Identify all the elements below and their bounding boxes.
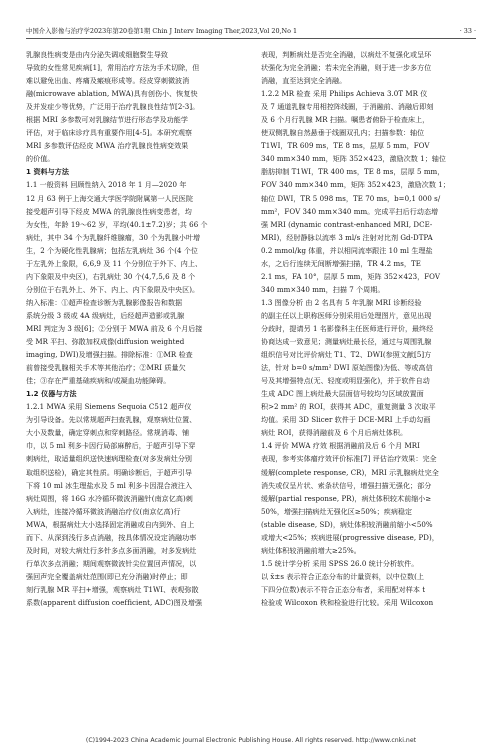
text-line: 生，2 个为硬化性乳腺病；包括左乳病灶 36 个(4 个位 [26, 245, 199, 255]
text-line: 340 mm×340 mm，矩阵 352×423，激励次数 1；轴位 [261, 154, 446, 164]
text-line: MRI 多参数评估经皮 MWA 治疗乳腺良性病变效果 [26, 141, 189, 151]
text-line: 的价值。 [26, 154, 55, 164]
text-line: 为引导设备。先以常规超声扫查乳腺，观察病灶位置、 [26, 415, 197, 425]
text-line: 强 MRI (dynamic contrast-enhanced MRI, DCE- [261, 219, 433, 229]
left-column [26, 48, 242, 609]
text-line: 及 6 个月行乳腺 MR 扫描。嘱患者俯卧于检查床上， [261, 115, 430, 125]
text-line: 强回声完全覆盖病灶范围(即已充分消融)时停止；即 [26, 571, 188, 581]
copyright-footer: (C)1994-2023 China Academic Journal Electronic Publishing House. All rights reserved. http://www.cnki.net [85, 737, 417, 744]
text-line: 入病灶，连接冷循环微波消融治疗仪(南京亿高)行 [26, 506, 181, 516]
text-line: 系统分级 3 级或 4A 级病灶，后经超声造影或乳腺 [26, 310, 185, 320]
text-line: 协商达成一致意见；测量病灶最长径，通过与周围乳腺 [261, 337, 432, 347]
text-line: 2.1 ms，FA 10°，层厚 5 mm，矩阵 352×423，FOV [261, 271, 441, 281]
text-line: 0.2 mmol/kg 体重，并以相同流率跟注 10 ml 生理盐 [261, 245, 433, 255]
text-line: 积>2 mm² 的 ROI，获得其 ADC，重复测量 3 次取平 [261, 402, 436, 412]
text-line: 检验或 Wilcoxon 秩和检验进行比较。采用 Wilcoxon [261, 597, 434, 607]
text-line: 而下、从深到浅行多点消融，按具体情况设定消融功率 [26, 532, 197, 542]
text-line: 1.2.2 MR 检查 采用 Philips Achieva 3.0T MR 仪 [261, 89, 428, 99]
text-line: 以 x̄±s 表示符合正态分布的计量资料，以中位数(上 [261, 571, 424, 581]
text-line: 大小及数量，确定穿刺点和穿刺路径。常规消毒、铺 [26, 428, 190, 438]
text-line: 缓解(complete response, CR)，MRI 示乳腺病灶完全 [261, 467, 439, 477]
page-number: · 33 · [459, 27, 476, 35]
text-line: 消失或仅呈片状、索条状信号，增强扫描无强化；部分 [261, 480, 432, 490]
text-line: 脂肪抑制 T1WI，TR 400 ms，TE 8 ms，层厚 5 mm， [261, 167, 445, 177]
text-line: 病灶，其中 34 个为乳腺纤维腺瘤，30 个为乳腺小叶增 [26, 232, 201, 242]
text-line: 融(microwave ablation, MWA)具有创伤小、恢复快 [26, 89, 198, 99]
text-line: 病灶周围，将 16G 水冷循环微波消融针(南京亿高)刺 [26, 493, 193, 503]
text-line: 接受超声引导下经皮 MWA 的乳腺良性病变患者，均 [26, 206, 192, 216]
text-line: mm²，FOV 340 mm×340 mm。完成平扫后行动态增 [261, 206, 439, 216]
text-line: 行单次多点消融；期间观察微波针尖位置回声情况，以 [26, 558, 197, 568]
text-line: 于左乳外上象限，6,6,9 及 11 个分别位于外下、内上、 [26, 258, 203, 268]
text-line: 法，针对 b=0 s/mm² DWI 原始图像)为低、等或高信 [261, 363, 433, 373]
text-line: 1.3 图像分析 由 2 名具有 5 年乳腺 MRI 诊断经验 [261, 297, 422, 307]
text-line: 缓解(partial response, PR)，病灶体积较术前缩小≥ [261, 493, 432, 503]
text-line: 生成 ADC 图上病灶最大层面信号较均匀区域放置面 [261, 389, 424, 399]
text-line: 使双侧乳腺自然悬垂于线圈双孔内；扫描参数：轴位 [261, 128, 425, 138]
text-line: 1 资料与方法 [26, 167, 69, 177]
text-line: 340 mm×340 mm，扫描 7 个周期。 [261, 284, 385, 294]
text-line: 表现，判断病灶是否完全消融，以病灶不复强化或呈环 [261, 50, 432, 59]
text-line: 消融，直至达到完全消融。 [261, 76, 347, 86]
right-column [261, 48, 477, 609]
text-line: 取组织送检)，确定其性质。明确诊断后，于超声引导 [26, 467, 193, 477]
text-line: 系数(apparent diffusion coefficient, ADC)图及增强 [26, 597, 203, 607]
text-line: 病灶体积较消融前增大≥25%。 [261, 545, 361, 555]
text-line: MRI 判定为 3 级[6]；②分别于 MWA 前及 6 个月后接 [26, 323, 203, 333]
text-line: 分别位于右乳外上、外下、内上、内下象限及中央区)。 [26, 284, 200, 294]
text-line: 病灶 ROI，获得消融前及 6 个月后病灶体积。 [261, 428, 408, 438]
text-line: 内下象限及中央区)，右乳病灶 30 个(4,7,5,6 及 8 个 [26, 271, 196, 281]
text-line: 12 月 63 例于上海交通大学医学院附属第一人民医院 [26, 193, 193, 203]
text-line: T1WI，TR 609 ms，TE 8 ms，层厚 5 mm，FOV [261, 141, 430, 151]
text-line: 难以避免出血、疼痛及瘢痕形成等。经皮穿刺微波消 [26, 76, 190, 86]
text-line: 50%，增强扫描病灶无强化区≥50%；疾病稳定 [261, 506, 413, 516]
text-line: 刻行乳腺 MR 平扫+增强，观察病灶 T1WI、表观弥散 [26, 584, 199, 594]
text-line: 组织信号对比评价病灶 T1、T2、DWI(参照文献[5]方 [261, 350, 432, 360]
text-line: 刺病灶，取适量组织送快速病理检查(对多发病灶分别 [26, 454, 193, 464]
text-line: 受 MR 平扫、弥散加权成像(diffusion weighted [26, 337, 185, 347]
text-line: 导致的女性常见疾病[1]，常用治疗方法为手术切除，但 [26, 63, 200, 73]
text-line: 1.1 一般资料 回顾性纳入 2018 年 1 月—2020 年 [26, 180, 187, 190]
text-line: 下将 10 ml 冰生理盐水及 5 ml 利多卡因混合液注入 [26, 480, 193, 490]
text-line: 根据 MRI 多参数可对乳腺结节进行形态学及功能学 [26, 115, 188, 125]
text-line: 前曾接受乳腺相关手术等其他治疗；②MRI 质量欠 [26, 363, 186, 373]
text-line: 或增大<25%；疾病进展(progressive disease, PD)， [261, 532, 439, 542]
text-line: 及 7 通道乳腺专用相控阵线圈，于消融前、消融后即刻 [261, 102, 434, 112]
text-line: 表现，参考实体瘤疗效评价标准[7] 评估治疗效果：完全 [261, 454, 437, 464]
text-line: 为女性，年龄 19～62 岁，平均(40.1±7.2)岁；共 66 个 [26, 219, 208, 229]
text-line: 状强化为完全消融；若未完全消融，则于进一步多方位 [261, 63, 432, 73]
text-line: 评估，对于临床诊疗具有重要作用[4-5]。本研究观察 [26, 128, 193, 138]
text-line: 轴位 DWI，TR 5 098 ms，TE 70 ms，b=0,1 000 s/ [261, 193, 441, 203]
text-line: MWA，根据病灶大小选择固定消融或自内到外、自上 [26, 519, 195, 529]
text-line: 均值。采用 3D Slicer 软件于 DCE-MRI 上手动勾画 [261, 415, 431, 425]
text-line: 1.4 评价 MWA 疗效 根据消融前及后 6 个月 MRI [261, 441, 420, 451]
text-line: imaging, DWI)及增强扫描。排除标准：①MR 检查 [26, 350, 193, 360]
text-line: 巾，以 5 ml 利多卡因行局部麻醉后，于超声引导下穿 [26, 441, 196, 451]
journal-header: 中国介入影像与治疗学2023年第20卷第1期 Chin J Interv Imaging Ther,2023,Vol 20,No 1 [26, 27, 298, 35]
text-line: (stable disease, SD)，病灶体积较消融前缩小<50% [261, 519, 433, 529]
text-line: 及时间，对较大病灶行多针多点多面消融，对多发病灶 [26, 545, 197, 555]
text-line: 纳入标准：①超声检查诊断为乳腺影像报告和数据 [26, 297, 183, 307]
text-line: 水，之后行连续无间断增强扫描，TR 4.2 ms，TE [261, 258, 421, 268]
text-line: 乳腺良性病变是由内分泌失调或细胞赘生导致 [26, 50, 168, 59]
text-line: 下四分位数)表示不符合正态分布者，采用配对样本 t [261, 584, 426, 594]
text-line: 的副主任以上职称医师分别采用后处理图片，意见出现 [261, 310, 432, 320]
text-line: MRI)，经肘静脉以流率 3 ml/s 注射对比剂 Gd-DTPA [261, 232, 433, 242]
running-header [26, 24, 476, 39]
text-line: 1.2.1 MWA 采用 Siemens Sequoia C512 超声仪 [26, 402, 192, 412]
text-line: 1.5 统计学分析 采用 SPSS 26.0 统计分析软件。 [261, 558, 419, 568]
text-line: FOV 340 mm×340 mm，矩阵 352×423，激励次数 1； [261, 180, 450, 190]
text-line: 分歧时，提请另 1 名影像科主任医师进行评价，最终经 [261, 323, 434, 333]
text-line: 佳；③存在严重基础疾病和/或凝血功能障碍。 [26, 376, 171, 386]
text-line: 1.2 仪器与方法 [26, 389, 77, 399]
text-line: 号及其增强特点(无、轻度或明显强化)，并于软件自动 [261, 376, 430, 386]
text-line: 及并发症少等优势，广泛用于治疗乳腺良性结节[2-3]。 [26, 102, 200, 112]
